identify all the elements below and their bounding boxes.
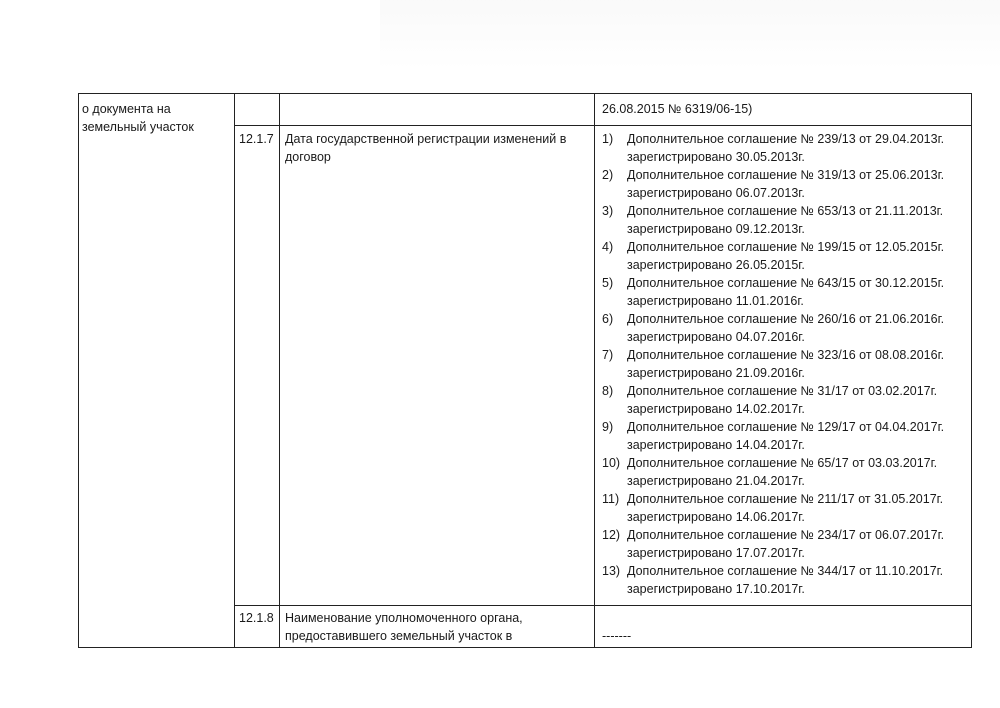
list-item-number: 6) xyxy=(602,312,614,326)
list-item-number: 4) xyxy=(602,240,614,254)
list-item-number: 11) xyxy=(602,492,620,506)
list-item-registration: зарегистрировано 26.05.2015г. xyxy=(627,258,805,272)
list-item-number: 8) xyxy=(602,384,614,398)
list-item-agreement: Дополнительное соглашение № 319/13 от 25.06.2013г. xyxy=(627,168,945,182)
list-item xyxy=(602,346,944,382)
list-item-registration: зарегистрировано 14.02.2017г. xyxy=(627,402,805,416)
list-item xyxy=(602,418,944,454)
list-item-agreement: Дополнительное соглашение № 199/15 от 12.05.2015г. xyxy=(627,240,945,254)
list-item-registration: зарегистрировано 14.04.2017г. xyxy=(627,438,805,452)
list-item xyxy=(602,166,944,202)
list-item-number: 9) xyxy=(602,420,614,434)
list-item-registration: зарегистрировано 04.07.2016г. xyxy=(627,330,805,344)
list-item-number: 13) xyxy=(602,564,621,578)
list-item-agreement: Дополнительное соглашение № 211/17 от 31.05.2017г. xyxy=(627,492,944,506)
left-cell-line2: земельный участок xyxy=(82,120,194,134)
list-item xyxy=(602,454,944,490)
col-divider-3 xyxy=(594,93,595,647)
table-right-border xyxy=(971,93,972,647)
list-item-registration: зарегистрировано 06.07.2013г. xyxy=(627,186,805,200)
list-item-registration: зарегистрировано 11.01.2016г. xyxy=(627,294,804,308)
row-divider-12-1-7 xyxy=(234,125,972,126)
list-item xyxy=(602,382,944,418)
list-item-agreement: Дополнительное соглашение № 31/17 от 03.02.2017г. xyxy=(627,384,938,398)
row-12-1-7-label-line1: Дата государственной регистрации изменений в xyxy=(285,132,567,146)
row-12-1-8-number: 12.1.8 xyxy=(239,611,274,625)
list-item-agreement: Дополнительное соглашение № 344/17 от 11.10.2017г. xyxy=(627,564,944,578)
list-item-registration: зарегистрировано 17.07.2017г. xyxy=(627,546,805,560)
row-divider-12-1-8 xyxy=(234,605,972,606)
header-row-value: 26.08.2015 № 6319/06-15) xyxy=(602,102,753,116)
list-item xyxy=(602,490,944,526)
list-item-number: 7) xyxy=(602,348,614,362)
list-item-registration: зарегистрировано 14.06.2017г. xyxy=(627,510,805,524)
list-item xyxy=(602,526,944,562)
list-item-agreement: Дополнительное соглашение № 65/17 от 03.03.2017г. xyxy=(627,456,938,470)
list-item-agreement: Дополнительное соглашение № 643/15 от 30.12.2015г. xyxy=(627,276,945,290)
list-item-agreement: Дополнительное соглашение № 653/13 от 21.11.2013г. xyxy=(627,204,944,218)
list-item xyxy=(602,130,944,166)
list-item xyxy=(602,310,944,346)
list-item xyxy=(602,562,944,598)
col-divider-2 xyxy=(279,93,280,647)
row-12-1-8-value: ------- xyxy=(602,629,632,643)
list-item-registration: зарегистрировано 21.04.2017г. xyxy=(627,474,805,488)
registration-list xyxy=(602,130,944,598)
table-left-border xyxy=(78,93,79,647)
list-item-number: 10) xyxy=(602,456,621,470)
table-top-border xyxy=(78,93,972,94)
list-item-agreement: Дополнительное соглашение № 323/16 от 08.08.2016г. xyxy=(627,348,945,362)
list-item xyxy=(602,274,944,310)
list-item xyxy=(602,238,944,274)
row-12-1-8-label-line2: предоставившего земельный участок в xyxy=(285,629,513,643)
list-item-registration: зарегистрировано 17.10.2017г. xyxy=(627,582,805,596)
list-item-number: 3) xyxy=(602,204,614,218)
list-item-agreement: Дополнительное соглашение № 129/17 от 04.04.2017г. xyxy=(627,420,945,434)
list-item-number: 12) xyxy=(602,528,621,542)
list-item-registration: зарегистрировано 21.09.2016г. xyxy=(627,366,805,380)
scan-shadow xyxy=(380,0,1000,70)
list-item xyxy=(602,202,944,238)
list-item-registration: зарегистрировано 30.05.2013г. xyxy=(627,150,805,164)
list-item-number: 2) xyxy=(602,168,614,182)
row-12-1-7-number: 12.1.7 xyxy=(239,132,274,146)
list-item-number: 5) xyxy=(602,276,614,290)
row-12-1-8-label-line1: Наименование уполномоченного органа, xyxy=(285,611,523,625)
col-divider-1 xyxy=(234,93,235,647)
list-item-agreement: Дополнительное соглашение № 234/17 от 06.07.2017г. xyxy=(627,528,945,542)
row-12-1-7-label-line2: договор xyxy=(285,150,331,164)
table-bottom-border xyxy=(78,647,972,648)
left-cell-line1: о документа на xyxy=(82,102,171,116)
list-item-registration: зарегистрировано 09.12.2013г. xyxy=(627,222,805,236)
list-item-number: 1) xyxy=(602,132,614,146)
list-item-agreement: Дополнительное соглашение № 260/16 от 21.06.2016г. xyxy=(627,312,945,326)
list-item-agreement: Дополнительное соглашение № 239/13 от 29.04.2013г. xyxy=(627,132,945,146)
